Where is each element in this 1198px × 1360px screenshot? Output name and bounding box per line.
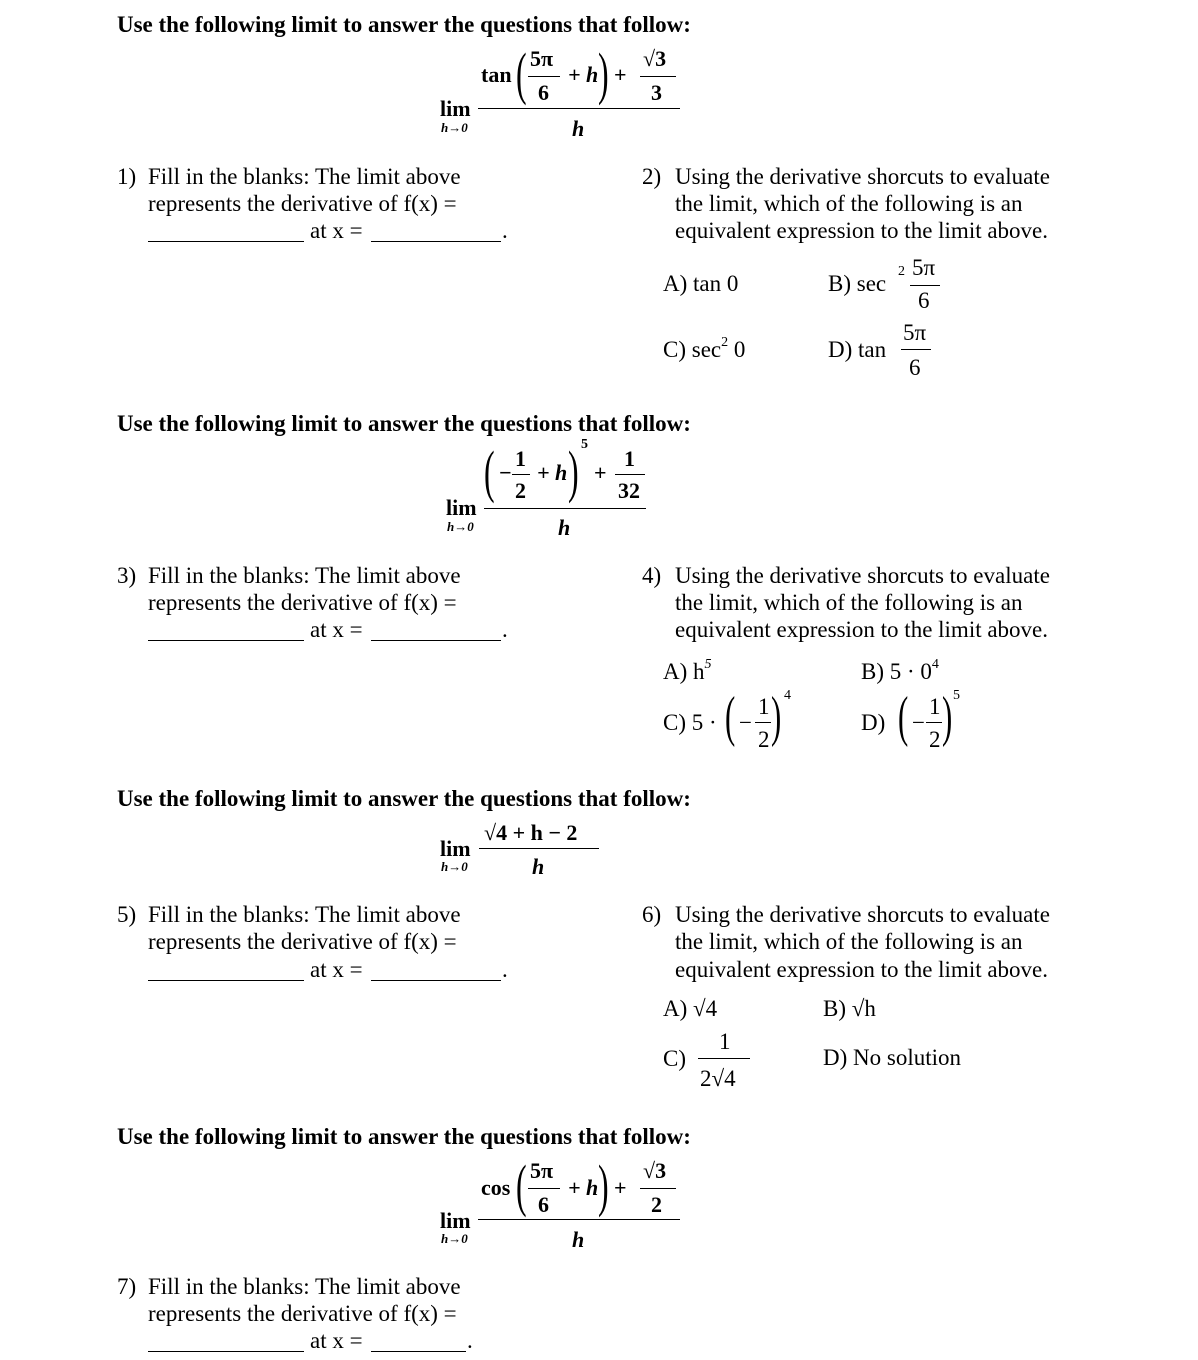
choice-d-denominator: 6 — [909, 355, 921, 380]
frac-denominator: 6 — [538, 1192, 549, 1217]
section-2-heading: Use the following limit to answer the questions that follow: — [117, 411, 691, 436]
lim-label: lim — [446, 495, 477, 520]
choice-d-exponent: 5 — [953, 688, 960, 703]
choice-d-minus: − — [912, 710, 925, 735]
choice-c[interactable]: C) 5 · — [663, 710, 717, 735]
left-paren: ( — [516, 41, 527, 106]
fraction-bar — [640, 1188, 676, 1189]
frac-numerator: 5π — [530, 46, 554, 71]
choice-c-numerator: 1 — [758, 694, 770, 719]
const-numerator: √3 — [643, 1158, 667, 1183]
choice-a[interactable] — [663, 659, 712, 685]
const-numerator: √3 — [643, 46, 667, 71]
blank-x-value[interactable] — [371, 980, 501, 981]
choice-b-exponent: 2 — [898, 264, 905, 279]
question-text: represents the derivative of f(x) = — [148, 191, 457, 216]
main-denominator: h — [558, 515, 571, 540]
choice-c-exponent: 2 — [721, 335, 729, 350]
lim-label: lim — [440, 836, 471, 861]
section-1-heading: Use the following limit to answer the questions that follow: — [117, 12, 691, 37]
fraction-bar — [901, 349, 931, 350]
period: . — [502, 218, 508, 243]
lim-subscript: h→0 — [441, 120, 468, 135]
question-text: represents the derivative of f(x) = — [148, 929, 457, 954]
question-text: equivalent expression to the limit above. — [675, 218, 1049, 243]
choice-c-exponent: 4 — [784, 688, 791, 703]
choice-a[interactable]: A) tan 0 — [663, 271, 739, 296]
plus-sign: + — [614, 62, 627, 87]
tan-function: tan — [481, 62, 512, 87]
fraction-bar — [698, 1058, 750, 1059]
fraction-bar — [528, 76, 560, 77]
main-denominator: h — [532, 854, 545, 879]
inner-numerator: 1 — [515, 446, 526, 471]
question-text: Fill in the blanks: The limit above — [148, 563, 461, 588]
main-fraction-bar — [478, 1219, 680, 1220]
left-paren: ( — [898, 686, 909, 748]
const-denominator: 3 — [651, 80, 662, 105]
fraction-bar — [615, 474, 645, 475]
choice-d[interactable]: D) No solution — [823, 1045, 961, 1070]
plus-sign: + — [614, 1175, 627, 1200]
blank-x-value[interactable] — [371, 1351, 466, 1352]
choice-c[interactable]: C) — [663, 1046, 686, 1071]
period: . — [467, 1328, 473, 1353]
choice-d[interactable]: D) tan — [828, 337, 887, 362]
lim-label: lim — [440, 1208, 471, 1233]
choice-b[interactable] — [861, 659, 939, 685]
question-text: the limit, which of the following is an — [675, 191, 1023, 216]
question-number: 4) — [642, 563, 662, 588]
main-denominator: h — [572, 1227, 585, 1252]
main-fraction-bar — [479, 848, 599, 849]
section-4-heading: Use the following limit to answer the questions that follow: — [117, 1124, 691, 1149]
choice-b-label: B) 5 · 0 — [861, 659, 932, 684]
choice-a[interactable]: A) √4 — [663, 996, 718, 1021]
limit-numerator: √4 + h − 2 — [484, 820, 578, 845]
left-paren: ( — [725, 686, 736, 748]
right-paren: ) — [771, 686, 782, 748]
lim-label: lim — [440, 96, 471, 121]
exponent: 5 — [581, 437, 588, 452]
plus-h: + h — [568, 62, 599, 87]
question-text: equivalent expression to the limit above. — [675, 957, 1049, 982]
fraction-bar — [528, 1188, 560, 1189]
question-text: Fill in the blanks: The limit above — [148, 1274, 461, 1299]
inner-denominator: 2 — [515, 478, 526, 503]
choice-d-numerator: 1 — [929, 694, 941, 719]
fraction-bar — [910, 285, 940, 286]
question-text: Using the derivative shorcuts to evaluate — [675, 563, 1050, 588]
fraction-bar — [755, 722, 771, 723]
frac-numerator: 5π — [530, 1158, 554, 1183]
question-text: represents the derivative of f(x) = — [148, 1301, 457, 1326]
choice-c-denominator: 2 — [758, 727, 770, 752]
question-text: the limit, which of the following is an — [675, 929, 1023, 954]
main-fraction-bar — [484, 508, 646, 509]
question-text: Using the derivative shorcuts to evaluate — [675, 164, 1050, 189]
plus-h: + h — [568, 1175, 599, 1200]
blank-x-value[interactable] — [371, 640, 501, 641]
question-text: equivalent expression to the limit above. — [675, 617, 1049, 642]
choice-b-exponent: 4 — [931, 657, 939, 672]
lim-subscript: h→0 — [441, 1231, 468, 1246]
choice-c-tail: 0 — [728, 337, 746, 362]
blank-function[interactable] — [148, 640, 304, 641]
choice-b[interactable]: B) √h — [823, 996, 876, 1021]
right-paren: ) — [942, 686, 953, 748]
choice-b-denominator: 6 — [918, 288, 930, 313]
period: . — [502, 617, 508, 642]
question-text: Using the derivative shorcuts to evaluate — [675, 902, 1050, 927]
fraction-bar — [512, 474, 530, 475]
plus-sign: + — [594, 460, 607, 485]
minus-sign: − — [499, 460, 512, 485]
choice-d-denominator: 2 — [929, 727, 941, 752]
main-fraction-bar — [478, 108, 680, 109]
blank-function[interactable] — [148, 1351, 304, 1352]
question-number: 5) — [117, 902, 137, 927]
choice-a-label: A) h — [663, 659, 705, 684]
section-3-heading: Use the following limit to answer the questions that follow: — [117, 786, 691, 811]
const-numerator: 1 — [624, 446, 635, 471]
left-paren: ( — [484, 439, 495, 504]
lim-subscript: h→0 — [447, 519, 474, 534]
main-denominator: h — [572, 116, 585, 141]
question-number: 2) — [642, 164, 662, 189]
question-number: 3) — [117, 563, 137, 588]
choice-c-label: C) sec — [663, 337, 722, 362]
at-x-label: at x = — [310, 617, 363, 642]
at-x-label: at x = — [310, 957, 363, 982]
fraction-bar — [926, 722, 942, 723]
left-paren: ( — [516, 1153, 527, 1218]
question-number: 7) — [117, 1274, 137, 1299]
question-number: 6) — [642, 902, 662, 927]
question-text: Fill in the blanks: The limit above — [148, 902, 461, 927]
choice-c-denominator: 2√4 — [700, 1066, 736, 1091]
question-text: the limit, which of the following is an — [675, 590, 1023, 615]
choice-a-exponent: 5 — [704, 657, 712, 672]
period: . — [502, 957, 508, 982]
blank-x-value[interactable] — [371, 241, 501, 242]
const-denominator: 32 — [618, 478, 640, 503]
choice-d[interactable]: D) — [861, 710, 886, 735]
right-paren: ) — [598, 1153, 609, 1218]
question-text: Fill in the blanks: The limit above — [148, 164, 461, 189]
right-paren: ) — [568, 439, 579, 504]
at-x-label: at x = — [310, 218, 363, 243]
blank-function[interactable] — [148, 980, 304, 981]
frac-denominator: 6 — [538, 80, 549, 105]
at-x-label: at x = — [310, 1328, 363, 1353]
lim-subscript: h→0 — [441, 859, 468, 874]
question-number: 1) — [117, 164, 137, 189]
plus-h: + h — [537, 460, 568, 485]
blank-function[interactable] — [148, 241, 304, 242]
right-paren: ) — [598, 41, 609, 106]
question-text: represents the derivative of f(x) = — [148, 590, 457, 615]
cos-function: cos — [481, 1175, 511, 1200]
const-denominator: 2 — [651, 1192, 662, 1217]
choice-c[interactable] — [663, 337, 745, 363]
choice-d-numerator: 5π — [903, 320, 927, 345]
choice-b[interactable]: B) sec — [828, 271, 887, 296]
fraction-bar — [640, 76, 676, 77]
choice-c-minus: − — [739, 710, 752, 735]
choice-b-numerator: 5π — [912, 255, 936, 280]
choice-c-numerator: 1 — [719, 1029, 731, 1054]
